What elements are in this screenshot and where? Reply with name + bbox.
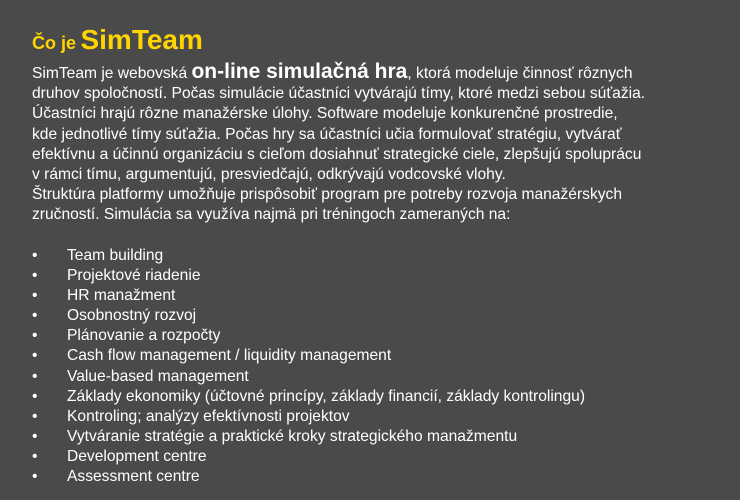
bullet-icon: • — [32, 247, 38, 264]
bullet-icon: • — [32, 367, 38, 385]
list-item — [32, 306, 585, 326]
list-item — [32, 467, 585, 487]
list-item-label: Projektové riadenie — [67, 267, 201, 285]
intro-line-1 — [32, 62, 722, 84]
intro-paragraph — [32, 62, 722, 226]
intro-line: efektívnu a účinnú organizáciu s cieľom dosiahnuť strategické ciele, zlepšujú spoluprácu — [32, 145, 642, 163]
list-item-label: Vytváranie stratégie a praktické kroky strategického manažmentu — [67, 427, 518, 445]
bullet-icon: • — [32, 407, 38, 425]
list-item-label: Development centre — [67, 447, 207, 465]
list-item-label: Cash flow management / liquidity management — [67, 347, 392, 365]
list-item — [32, 326, 585, 346]
list-item-label: Základy ekonomiky (účtovné princípy, základy financií, základy kontrolingu) — [67, 387, 586, 405]
intro-line: druhov spoločností. Počas simulácie účastníci vytvárajú tímy, ktoré medzi sebou súťažia. — [32, 85, 646, 103]
list-item — [32, 286, 585, 306]
list-item-label: Assessment centre — [67, 468, 200, 486]
list-item-label: Kontroling; analýzy efektívnosti projektov — [67, 407, 350, 425]
list-item — [32, 407, 585, 427]
bullet-icon: • — [32, 307, 38, 325]
list-item — [32, 387, 585, 407]
list-item-label: HR manažment — [67, 287, 176, 305]
intro-line: Účastníci hrajú rôzne manažérske úlohy. Software modeluje konkurenčné prostredie, — [32, 105, 618, 123]
intro-text-end: , ktorá modeluje činnosť rôznych — [407, 65, 633, 82]
intro-text-start: SimTeam je webovská — [32, 65, 192, 82]
list-item-label: Team building — [67, 247, 164, 264]
topic-list — [32, 246, 585, 487]
page-title — [32, 24, 203, 56]
list-item — [32, 346, 585, 366]
bullet-icon: • — [32, 287, 38, 305]
bullet-icon: • — [32, 387, 38, 405]
bullet-icon: • — [32, 447, 38, 465]
bullet-icon: • — [32, 427, 38, 445]
bullet-icon: • — [32, 327, 38, 345]
intro-line: zručností. Simulácia sa využíva najmä pri tréningoch zameraných na: — [32, 206, 511, 224]
intro-line: Štruktúra platformy umožňuje prispôsobiť program pre potreby rozvoja manažérskych — [32, 186, 623, 204]
bullet-icon: • — [32, 267, 38, 285]
list-item — [32, 427, 585, 447]
intro-line: v rámci tímu, argumentujú, presviedčajú, odkrývajú vodcovské vlohy. — [32, 166, 506, 184]
title-prefix: Čo je — [32, 33, 77, 53]
list-item-label: Osobnostný rozvoj — [67, 307, 197, 325]
list-item — [32, 246, 585, 266]
intro-emphasis: on-line simulačná hra — [191, 60, 408, 83]
list-item — [32, 447, 585, 467]
list-item-label: Value-based management — [67, 367, 249, 385]
bullet-icon: • — [32, 347, 38, 365]
title-brand: SimTeam — [80, 24, 203, 55]
list-item — [32, 367, 585, 387]
intro-line: kde jednotlivé tímy súťažia. Počas hry sa účastníci učia formulovať stratégiu, vytvárať — [32, 125, 622, 143]
list-item-label: Plánovanie a rozpočty — [67, 327, 221, 345]
list-item — [32, 266, 585, 286]
bullet-icon: • — [32, 468, 38, 486]
